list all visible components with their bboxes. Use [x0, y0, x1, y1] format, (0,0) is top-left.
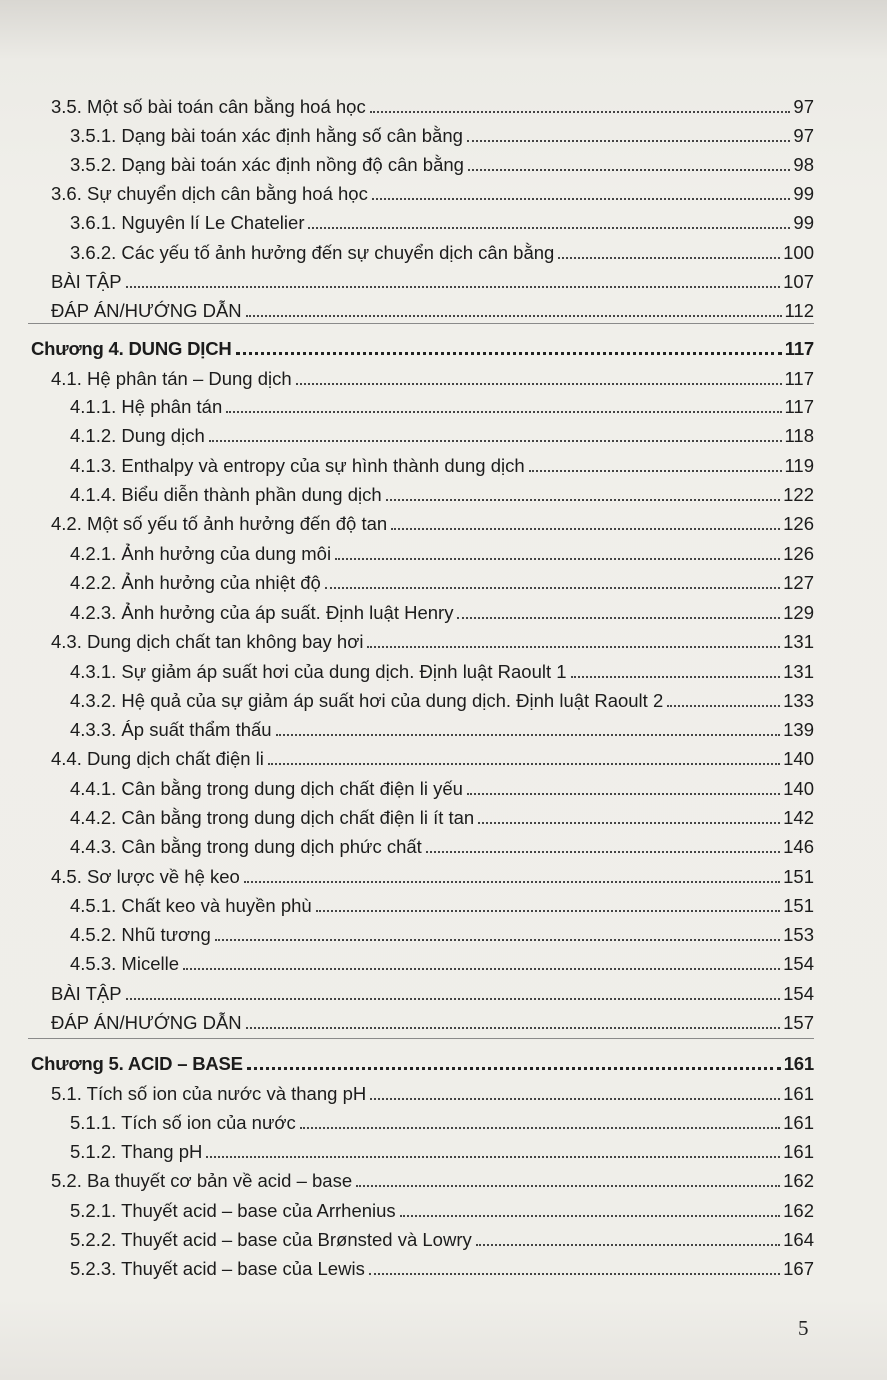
toc-entry-page: 118	[784, 425, 814, 446]
dot-leader	[246, 1026, 780, 1029]
toc-entry	[51, 507, 814, 535]
dot-leader	[467, 792, 780, 795]
toc-entry-title: 4.5.2. Nhũ tương	[70, 924, 211, 945]
toc-entry	[51, 265, 814, 293]
toc-entry-title: 3.6. Sự chuyển dịch cân bằng hoá học	[51, 183, 368, 204]
toc-entry-page: 117	[784, 368, 814, 389]
dot-leader	[476, 1243, 780, 1246]
dot-leader	[300, 1126, 780, 1129]
toc-entry-title: 4.1.3. Enthalpy và entropy của sự hình thành dung dịch	[70, 455, 525, 476]
toc-entry	[51, 742, 814, 770]
toc-entry-page: 119	[784, 455, 814, 476]
toc-entry	[51, 977, 814, 1005]
toc-entry	[51, 860, 814, 888]
toc-entry-title: 4.3.3. Áp suất thẩm thấu	[70, 719, 272, 740]
toc-entry-page: 100	[783, 242, 814, 263]
toc-entry-page: 161	[783, 1083, 814, 1104]
dot-leader	[478, 821, 780, 824]
toc-entry-title: 4.1. Hệ phân tán – Dung dịch	[51, 368, 292, 389]
dot-leader	[308, 226, 790, 229]
chapter-entry	[31, 332, 814, 360]
dot-leader	[467, 139, 791, 142]
toc-entry-page: 107	[783, 271, 814, 292]
toc-entry-title: 5.1.2. Thang pH	[70, 1141, 203, 1162]
toc-entry	[70, 1223, 814, 1251]
toc-entry	[51, 1077, 814, 1105]
dot-leader	[558, 256, 780, 259]
toc-entry-title: BÀI TẬP	[51, 271, 122, 292]
toc-entry-title: 3.5. Một số bài toán cân bằng hoá học	[51, 96, 366, 117]
toc-entry-title: 3.6.2. Các yếu tố ảnh hưởng đến sự chuyển dịch cân bằng	[70, 242, 555, 263]
dot-leader	[426, 850, 780, 853]
toc-entry-page: 146	[783, 836, 814, 857]
toc-entry-page: 142	[783, 807, 814, 828]
toc-entry-page: 161	[783, 1141, 814, 1162]
toc-entry-title: 4.5.1. Chất keo và huyền phù	[70, 895, 312, 916]
dot-leader	[529, 469, 782, 472]
toc-entry	[70, 119, 814, 147]
toc-entry	[70, 918, 814, 946]
dot-leader	[276, 733, 781, 736]
toc-entry-title: 4.1.1. Hệ phân tán	[70, 396, 223, 417]
dot-leader	[209, 439, 782, 442]
toc-entry	[70, 390, 814, 418]
dot-leader	[215, 938, 780, 941]
toc-entry-title: 4.2.3. Ảnh hưởng của áp suất. Định luật Henry	[70, 602, 454, 623]
toc-entry-title: Chương 4. DUNG DỊCH	[31, 338, 232, 359]
toc-entry-title: 3.6.1. Nguyên lí Le Chatelier	[70, 212, 305, 233]
toc-entry-page: 140	[783, 748, 814, 769]
toc-entry	[70, 419, 814, 447]
dot-leader	[457, 616, 780, 619]
toc-entry-title: 4.4.2. Cân bằng trong dung dịch chất điện li ít tan	[70, 807, 475, 828]
dot-leader	[391, 527, 780, 530]
toc-entry-page: 117	[784, 338, 814, 359]
toc-entry-page: 151	[783, 866, 814, 887]
dot-leader	[206, 1155, 780, 1158]
toc-entry-page: 97	[793, 125, 814, 146]
toc-entry-page: 98	[793, 154, 814, 175]
toc-entry-title: 5.2.1. Thuyết acid – base của Arrhenius	[70, 1200, 396, 1221]
toc-entry-title: ĐÁP ÁN/HƯỚNG DẪN	[51, 300, 242, 321]
toc-entry-title: 4.3.1. Sự giảm áp suất hơi của dung dịch. Định luật Raoult 1	[70, 661, 567, 682]
toc-entry-page: 139	[783, 719, 814, 740]
toc-entry	[70, 1106, 814, 1134]
toc-entry-page: 140	[783, 778, 814, 799]
toc-entry-page: 164	[783, 1229, 814, 1250]
toc-entry-title: 4.3. Dung dịch chất tan không bay hơi	[51, 631, 364, 652]
toc-entry-title: 3.5.1. Dạng bài toán xác định hằng số cân bằng	[70, 125, 463, 146]
toc-entry	[70, 830, 814, 858]
toc-entry	[51, 1006, 814, 1034]
toc-entry-title: 4.5.3. Micelle	[70, 953, 179, 974]
toc-entry	[70, 596, 814, 624]
toc-entry-page: 97	[793, 96, 814, 117]
dot-leader	[246, 314, 782, 317]
dot-leader	[370, 1097, 780, 1100]
dot-leader	[369, 1272, 780, 1275]
toc-entry-page: 154	[783, 953, 814, 974]
toc-entry-page: 133	[783, 690, 814, 711]
dot-leader	[236, 351, 782, 355]
chapter-entry	[31, 1047, 814, 1075]
toc-entry-page: 117	[784, 396, 814, 417]
toc-entry-title: 4.1.2. Dung dịch	[70, 425, 205, 446]
dot-leader	[325, 586, 780, 589]
toc-entry	[70, 148, 814, 176]
toc-entry-title: 5.2. Ba thuyết cơ bản về acid – base	[51, 1170, 353, 1191]
toc-entry-page: 154	[783, 983, 814, 1004]
toc-entry-page: 99	[793, 212, 814, 233]
dot-leader	[356, 1184, 780, 1187]
dot-leader	[400, 1214, 780, 1217]
toc-entry-title: 4.1.4. Biểu diễn thành phần dung dịch	[70, 484, 382, 505]
toc-entry-title: 4.5. Sơ lược về hệ keo	[51, 866, 240, 887]
toc-entry-page: 99	[793, 183, 814, 204]
toc-entry-page: 131	[783, 631, 814, 652]
page-number: 5	[798, 1316, 809, 1340]
toc-entry	[51, 625, 814, 653]
toc-entry-page: 157	[783, 1012, 814, 1033]
toc-entry-title: 5.2.2. Thuyết acid – base của Brønsted và Lowry	[70, 1229, 472, 1250]
toc-entry-title: 5.2.3. Thuyết acid – base của Lewis	[70, 1258, 365, 1279]
dot-leader	[316, 909, 780, 912]
toc-entry	[70, 1194, 814, 1222]
dot-leader	[468, 168, 790, 171]
dot-leader	[126, 285, 781, 288]
toc-entry	[70, 566, 814, 594]
toc-entry-page: 112	[784, 300, 814, 321]
dot-leader	[335, 557, 780, 560]
toc-entry	[70, 889, 814, 917]
dot-leader	[372, 197, 791, 200]
toc-entry-page: 167	[783, 1258, 814, 1279]
toc-entry	[51, 177, 814, 205]
toc-entry	[70, 772, 814, 800]
dot-leader	[244, 880, 780, 883]
toc-entry-title: 4.4.3. Cân bằng trong dung dịch phức chất	[70, 836, 422, 857]
toc-entry-page: 161	[783, 1053, 814, 1074]
toc-entry-page: 129	[783, 602, 814, 623]
dot-leader	[367, 645, 780, 648]
toc-entry	[70, 1252, 814, 1280]
toc-entry	[70, 206, 814, 234]
toc-entry-page: 131	[783, 661, 814, 682]
toc-entry	[70, 713, 814, 741]
toc-entry	[70, 236, 814, 264]
dot-leader	[126, 997, 781, 1000]
toc-entry	[70, 655, 814, 683]
dot-leader	[386, 498, 780, 501]
toc-entry	[70, 478, 814, 506]
toc-entry-page: 127	[783, 572, 814, 593]
toc-entry-page: 162	[783, 1170, 814, 1191]
chapter-divider	[28, 1038, 814, 1039]
toc-entry-title: Chương 5. ACID – BASE	[31, 1053, 243, 1074]
toc-entry	[51, 362, 814, 390]
toc-entry	[51, 1164, 814, 1192]
dot-leader	[268, 762, 780, 765]
toc-entry-title: 5.1. Tích số ion của nước và thang pH	[51, 1083, 367, 1104]
toc-entry-page: 162	[783, 1200, 814, 1221]
toc-entry	[70, 684, 814, 712]
toc-entry-title: 4.2. Một số yếu tố ảnh hưởng đến độ tan	[51, 513, 388, 534]
dot-leader	[247, 1066, 781, 1070]
toc-entry-page: 122	[783, 484, 814, 505]
dot-leader	[226, 410, 781, 413]
toc-entry-title: 4.2.2. Ảnh hưởng của nhiệt độ	[70, 572, 321, 593]
toc-entry-title: 4.3.2. Hệ quả của sự giảm áp suất hơi của dung dịch. Định luật Raoult 2	[70, 690, 664, 711]
toc-entry-page: 153	[783, 924, 814, 945]
chapter-divider	[28, 323, 814, 324]
toc-entry	[70, 801, 814, 829]
toc-entry	[70, 947, 814, 975]
dot-leader	[296, 382, 782, 385]
toc-entry	[70, 449, 814, 477]
dot-leader	[370, 110, 791, 113]
toc-entry-title: BÀI TẬP	[51, 983, 122, 1004]
toc-entry	[70, 1135, 814, 1163]
toc-entry-title: 4.2.1. Ảnh hưởng của dung môi	[70, 543, 332, 564]
toc-entry-page: 126	[783, 543, 814, 564]
toc-entry-title: 3.5.2. Dạng bài toán xác định nồng độ cân bằng	[70, 154, 464, 175]
toc-entry-title: 4.4. Dung dịch chất điện li	[51, 748, 264, 769]
toc-entry-title: ĐÁP ÁN/HƯỚNG DẪN	[51, 1012, 242, 1033]
dot-leader	[183, 967, 780, 970]
dot-leader	[571, 675, 781, 678]
toc-entry	[51, 90, 814, 118]
toc-entry	[51, 294, 814, 322]
toc-entry-page: 151	[783, 895, 814, 916]
toc-entry	[70, 537, 814, 565]
toc-entry-page: 126	[783, 513, 814, 534]
toc-entry-page: 161	[783, 1112, 814, 1133]
toc-entry-title: 5.1.1. Tích số ion của nước	[70, 1112, 296, 1133]
dot-leader	[667, 704, 780, 707]
toc-entry-title: 4.4.1. Cân bằng trong dung dịch chất điện li yếu	[70, 778, 463, 799]
